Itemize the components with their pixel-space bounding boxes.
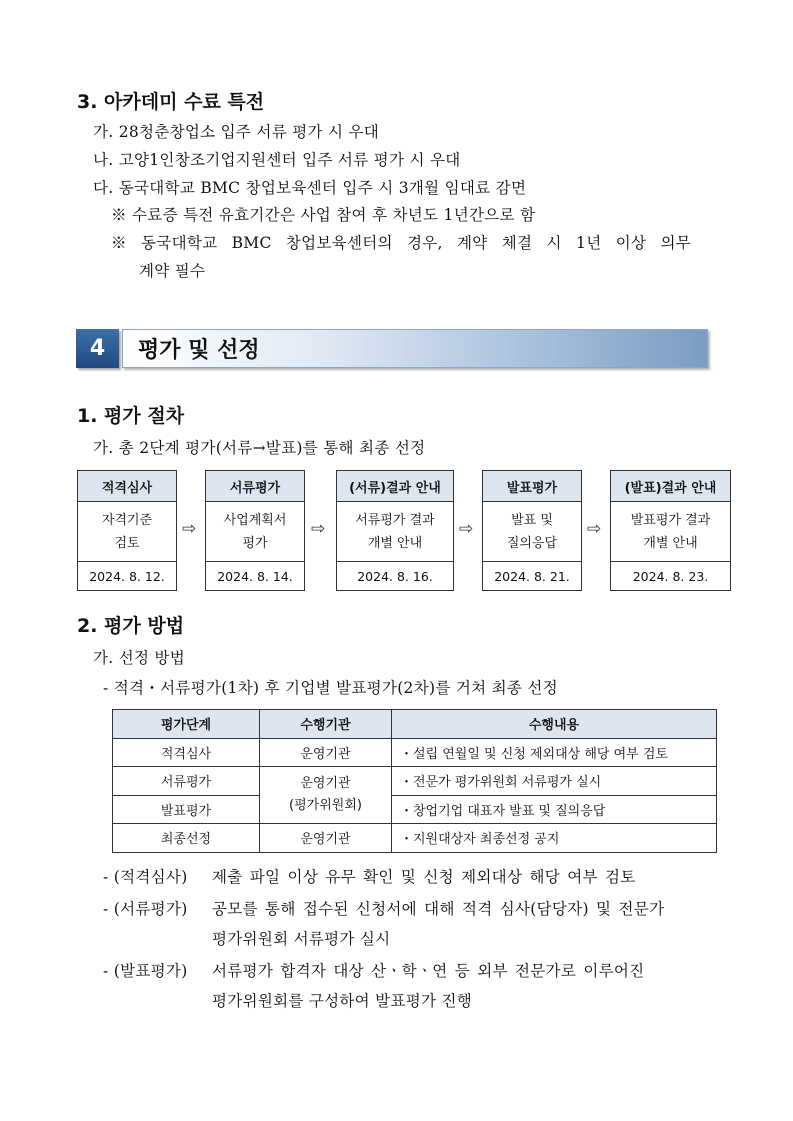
table-cell-stage: 최종선정 — [113, 824, 260, 853]
benefit-note-1: ※ 수료증 특전 유효기간은 사업 참여 후 차년도 1년간으로 함 — [111, 206, 536, 224]
process-step — [205, 470, 305, 591]
detail-text-cont: 평가위원회 서류평가 실시 — [212, 930, 391, 948]
table-header: 수행내용 — [392, 710, 717, 739]
table-cell-content: ・전문가 평가위원회 서류평가 실시 — [392, 767, 717, 796]
detail-text: 공모를 통해 접수된 신청서에 대해 적격 심사(담당자) 및 전문가 — [212, 900, 665, 918]
table-header: 평가단계 — [113, 710, 260, 739]
table-cell-content: ・설립 연월일 및 신청 제외대상 해당 여부 검토 — [392, 738, 717, 767]
procedure-heading: 1. 평가 절차 — [77, 405, 185, 427]
table-cell-stage: 적격심사 — [113, 738, 260, 767]
table-cell-org-line: 운영기관 — [300, 776, 351, 791]
right-arrow-icon: ⇨ — [311, 519, 326, 539]
method-bullet: - 적격・서류평가(1차) 후 기업별 발표평가(2차)를 거쳐 최종 선정 — [103, 679, 558, 697]
benefit-note-2: ※ 동국대학교 BMC 창업보육센터의 경우, 계약 체결 시 1년 이상 의무 — [111, 234, 692, 252]
table-cell-org: 운영기관 — [260, 824, 392, 853]
detail-text: 서류평가 합격자 대상 산ㆍ학ㆍ연 등 외부 전문가로 이루어진 — [212, 962, 645, 980]
table-cell-org — [260, 767, 392, 824]
table-cell-stage: 발표평가 — [113, 795, 260, 824]
process-step — [77, 470, 177, 591]
process-step-desc: 발표평가 결과 — [630, 512, 711, 528]
process-step-date: 2024. 8. 14. — [217, 568, 293, 584]
section-title: 평가 및 선정 — [138, 338, 260, 363]
detail-label: - (서류평가) — [103, 900, 188, 918]
process-step-date: 2024. 8. 21. — [494, 568, 570, 584]
process-step-desc: 개별 안내 — [367, 535, 423, 551]
table-header: 수행기관 — [260, 710, 392, 739]
detail-label: - (적격심사) — [103, 868, 188, 886]
process-step-desc: 발표 및 — [511, 512, 553, 528]
process-step-date: 2024. 8. 23. — [632, 568, 709, 584]
table-header-row — [113, 710, 717, 739]
process-step-title: 적격심사 — [78, 471, 176, 502]
process-step-date: 2024. 8. 16. — [357, 568, 433, 584]
table-row — [113, 738, 717, 767]
process-step-title: 서류평가 — [206, 471, 304, 502]
table-cell-org: 운영기관 — [260, 738, 392, 767]
process-step — [610, 470, 731, 591]
table-cell-org-line: (평가위원회) — [289, 798, 362, 813]
section-3-heading: 3. 아카데미 수료 특전 — [77, 91, 265, 113]
benefit-note-2-cont: 계약 필수 — [139, 262, 206, 280]
process-step — [336, 470, 454, 591]
method-heading: 2. 평가 방법 — [77, 615, 185, 637]
detail-text-cont: 평가위원회를 구성하여 발표평가 진행 — [212, 992, 473, 1010]
process-step-desc: 평가 — [242, 535, 268, 551]
right-arrow-icon: ⇨ — [587, 519, 602, 539]
table-row — [113, 824, 717, 853]
section-number-badge: 4 — [76, 329, 119, 368]
process-step-date: 2024. 8. 12. — [89, 568, 165, 584]
process-step-title: 발표평가 — [483, 471, 581, 502]
table-row — [113, 795, 717, 824]
right-arrow-icon: ⇨ — [459, 519, 474, 539]
table-cell-content: ・지원대상자 최종선정 공지 — [392, 824, 717, 853]
process-step-desc: 자격기준 — [101, 512, 153, 528]
detail-text: 제출 파일 이상 유무 확인 및 신청 제외대상 해당 여부 검토 — [212, 868, 636, 886]
process-step-desc: 질의응답 — [506, 535, 558, 551]
detail-label: - (발표평가) — [103, 962, 188, 980]
process-step-desc: 개별 안내 — [643, 535, 698, 551]
process-step-title: (발표)결과 안내 — [611, 471, 730, 502]
table-cell-content: ・창업기업 대표자 발표 및 질의응답 — [392, 795, 717, 824]
table-row — [113, 767, 717, 796]
procedure-intro: 가. 총 2단계 평가(서류→발표)를 통해 최종 선정 — [93, 439, 426, 457]
right-arrow-icon: ⇨ — [182, 519, 197, 539]
table-cell-stage: 서류평가 — [113, 767, 260, 796]
process-step-title: (서류)결과 안내 — [337, 471, 453, 502]
process-step-desc: 서류평가 결과 — [355, 512, 435, 528]
method-sub: 가. 선정 방법 — [93, 649, 186, 667]
benefit-item-3: 다. 동국대학교 BMC 창업보육센터 입주 시 3개월 임대료 감면 — [93, 179, 527, 197]
process-step — [482, 470, 582, 591]
benefit-item-1: 가. 28청춘창업소 입주 서류 평가 시 우대 — [93, 123, 380, 141]
evaluation-table — [112, 709, 717, 853]
benefit-item-2: 나. 고양1인창조기업지원센터 입주 서류 평가 시 우대 — [93, 151, 461, 169]
process-step-desc: 사업계획서 — [223, 512, 287, 528]
process-step-desc: 검토 — [114, 535, 140, 551]
